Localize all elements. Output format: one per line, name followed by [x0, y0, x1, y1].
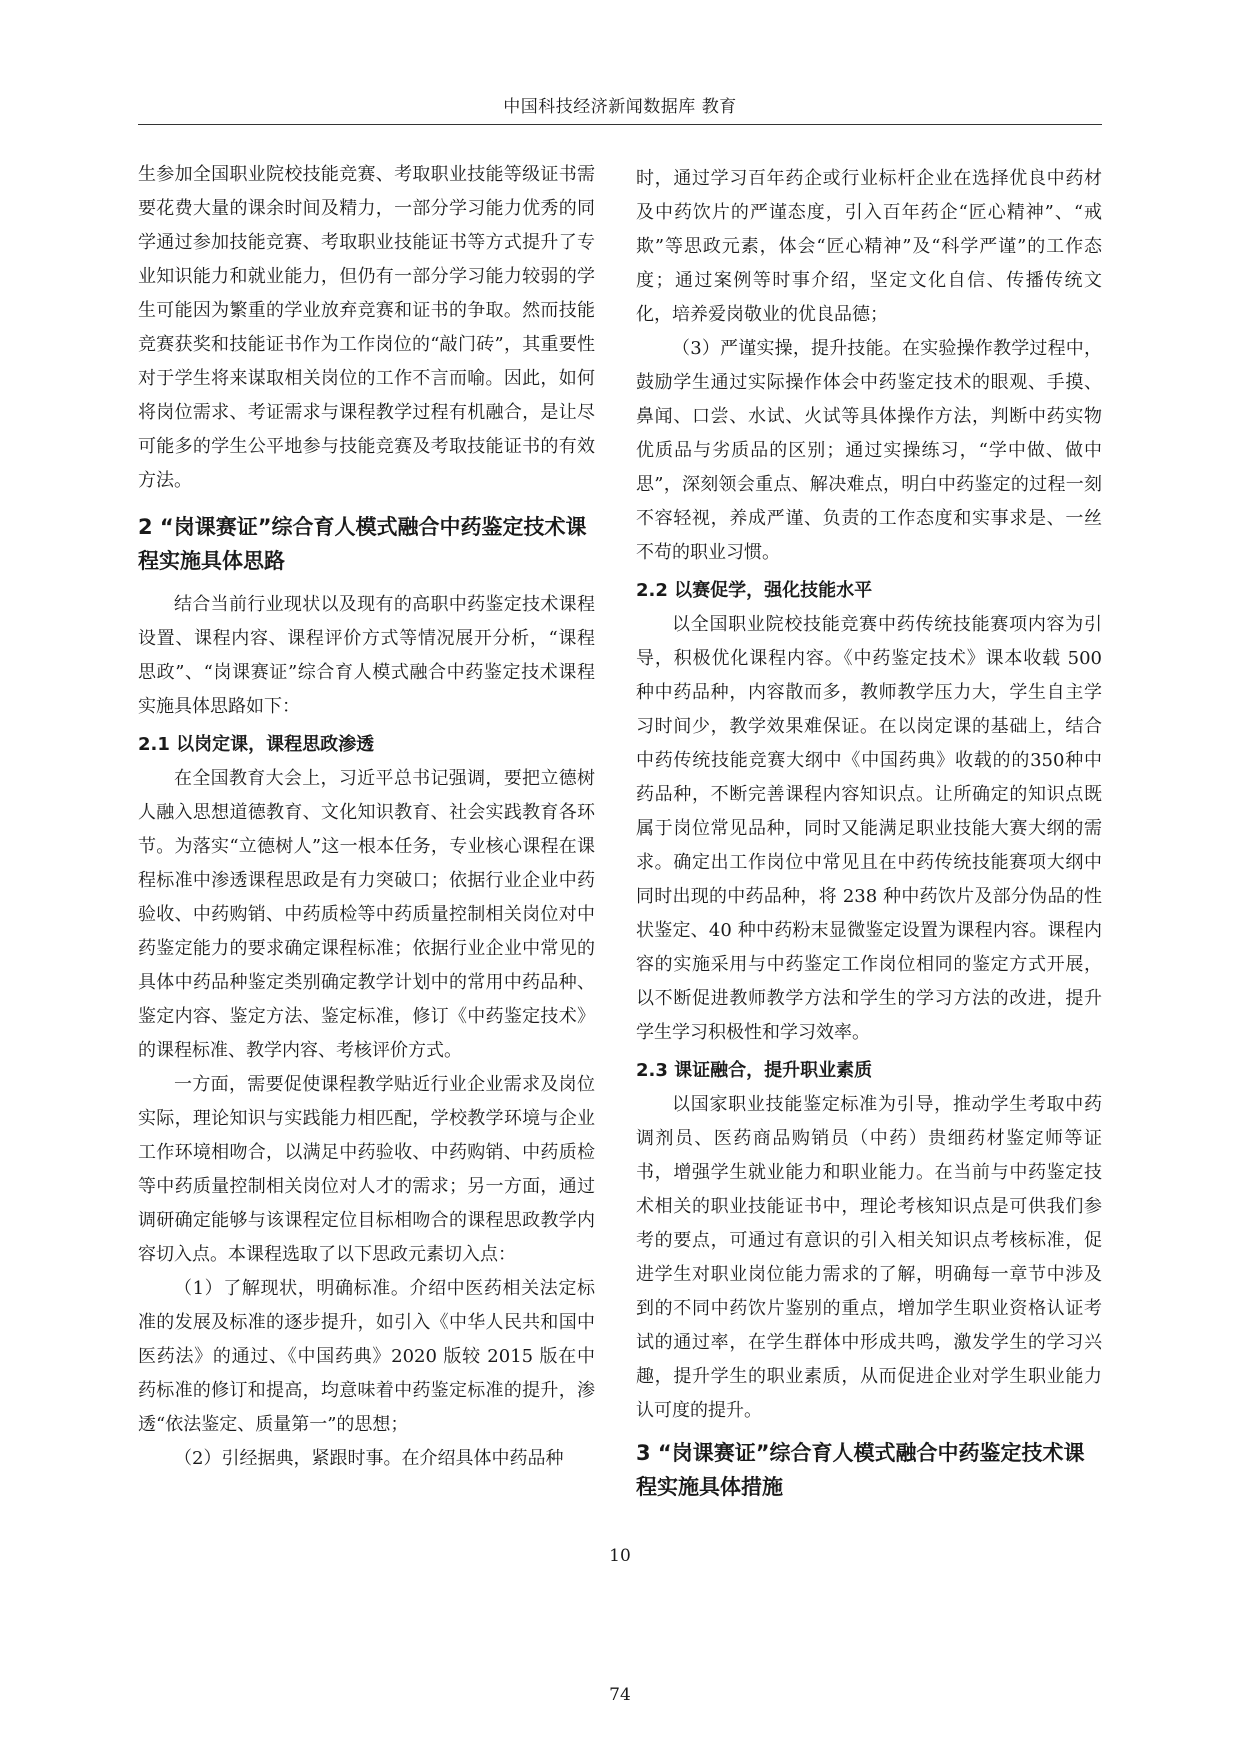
inner-page-number: 10: [609, 1546, 631, 1566]
right-column: [636, 162, 1102, 1504]
left-paragraph-3: 在全国教育大会上，习近平总书记强调，要把立德树人融入思想道德教育、文化知识教育、社会实践教育各环节。为落实“立德树人”这一根本任务，专业核心课程在课程标准中渗透课程思政是有力突破口；依据行业企业中药验收、中药购销、中药质检等中药质量控制相关岗位对中药鉴定能力的要求确定课程标准；依据行业企业中常见的具体中药品种鉴定类别确定教学计划中的常用中药品种、鉴定内容、鉴定方法、鉴定标准，修订《中药鉴定技术》的课程标准、教学内容、考核评价方式。: [138, 768, 595, 1061]
section-heading-2: 2 “岗课赛证”综合育人模式融合中药鉴定技术课程实施具体思路: [138, 515, 587, 573]
left-column: [138, 158, 595, 1476]
left-paragraph-4: 一方面，需要促使课程教学贴近行业企业需求及岗位实际，理论知识与实践能力相匹配，学校教学环境与企业工作环境相吻合，以满足中药验收、中药购销、中药质检等中药质量控制相关岗位对人才的需求；另一方面，通过调研确定能够与该课程定位目标相吻合的课程思政教学内容切入点。本课程选取了以下思政元素切入点：: [138, 1074, 595, 1265]
right-paragraph-2: （3）严谨实操，提升技能。在实验操作教学过程中，鼓励学生通过实际操作体会中药鉴定技术的眼观、手摸、鼻闻、口尝、水试、火试等具体操作方法，判断中药实物优质品与劣质品的区别；通过实操练习，“学中做、做中思”，深刻领会重点、解决难点，明白中药鉴定的过程一刻不容轻视，养成严谨、负责的工作态度和实事求是、一丝不苟的职业习惯。: [636, 338, 1102, 563]
left-paragraph-1: 生参加全国职业院校技能竞赛、考取职业技能等级证书需要花费大量的课余时间及精力，一部分学习能力优秀的同学通过参加技能竞赛、考取职业技能证书等方式提升了专业知识能力和就业能力，但仍有一部分学习能力较弱的学生可能因为繁重的学业放弃竞赛和证书的争取。然而技能竞赛获奖和技能证书作为工作岗位的“敲门砖”，其重要性对于学生将来谋取相关岗位的工作不言而喻。因此，如何将岗位需求、考证需求与课程教学过程有机融合，是让尽可能多的学生公平地参与技能竞赛及考取技能证书的有效方法。: [138, 164, 595, 491]
running-header: [138, 96, 1102, 125]
page-number: 74: [609, 1685, 631, 1705]
right-paragraph-1: 时，通过学习百年药企或行业标杆企业在选择优良中药材及中药饮片的严谨态度，引入百年药企“匠心精神”、“戒欺”等思政元素，体会“匠心精神”及“科学严谨”的工作态度；通过案例等时事介绍，坚定文化自信、传播传统文化，培养爱岗敬业的优良品德；: [636, 168, 1102, 325]
right-paragraph-3: 以全国职业院校技能竞赛中药传统技能赛项内容为引导，积极优化课程内容。《中药鉴定技术》课本收载 500 种中药品种，内容散而多，教师教学压力大，学生自主学习时间少，教学效果难保证。在以岗定课的基础上，结合中药传统技能竞赛大纲中《中国药典》收载的的350种中药品种，不断完善课程内容知识点。让所确定的知识点既属于岗位常见品种，同时又能满足职业技能大赛大纲的需求。确定出工作岗位中常见且在中药传统技能赛项大纲中同时出现的中药品种，将 238 种中药饮片及部分伪品的性状鉴定、40 种中药粉末显微鉴定设置为课程内容。课程内容的实施采用与中药鉴定工作岗位相同的鉴定方式开展，以不断促进教师教学方法和学生的学习方法的改进，提升学生学习积极性和学习效率。: [636, 614, 1102, 1043]
subsection-heading-2-2: 2.2 以赛促学，强化技能水平: [636, 580, 873, 601]
subsection-heading-2-3: 2.3 课证融合，提升职业素质: [636, 1060, 873, 1081]
left-paragraph-5: （1）了解现状，明确标准。介绍中医药相关法定标准的发展及标准的逐步提升，如引入《中华人民共和国中医药法》的通过、《中国药典》2020 版较 2015 版在中药标准的修订和提高，均意味着中药鉴定标准的提升，渗透“依法鉴定、质量第一”的思想；: [138, 1278, 595, 1435]
header-title: 中国科技经济新闻数据库 教育: [503, 97, 737, 117]
right-paragraph-4: 以国家职业技能鉴定标准为引导，推动学生考取中药调剂员、医药商品购销员（中药）贵细药材鉴定师等证书，增强学生就业能力和职业能力。在当前与中药鉴定技术相关的职业技能证书中，理论考核知识点是可供我们参考的要点，可通过有意识的引入相关知识点考核标准，促进学生对职业岗位能力需求的了解，明确每一章节中涉及到的不同中药饮片鉴别的重点，增加学生职业资格认证考试的通过率，在学生群体中形成共鸣，激发学生的学习兴趣，提升学生的职业素质，从而促进企业对学生职业能力认可度的提升。: [636, 1094, 1102, 1421]
left-paragraph-6: （2）引经据典，紧跟时事。在介绍具体中药品种: [174, 1448, 564, 1469]
subsection-heading-2-1: 2.1 以岗定课，课程思政渗透: [138, 734, 375, 755]
left-paragraph-2: 结合当前行业现状以及现有的高职中药鉴定技术课程设置、课程内容、课程评价方式等情况展开分析，“课程思政”、“岗课赛证”综合育人模式融合中药鉴定技术课程实施具体思路如下：: [138, 594, 595, 717]
section-heading-3: 3 “岗课赛证”综合育人模式融合中药鉴定技术课程实施具体措施: [636, 1441, 1085, 1499]
